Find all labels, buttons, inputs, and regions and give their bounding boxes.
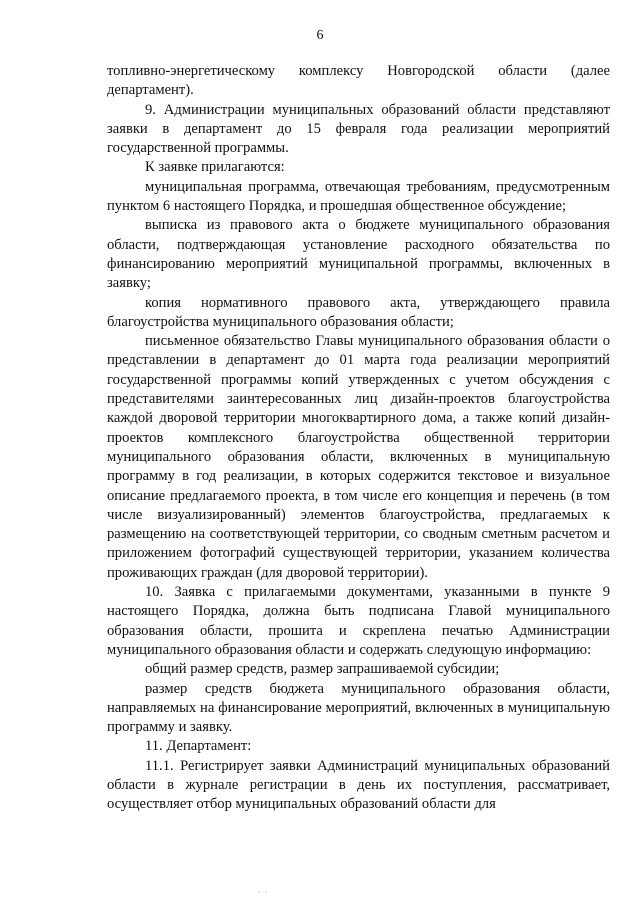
document-body xyxy=(107,62,610,815)
paragraph-attachments-heading: К заявке прилагаются: xyxy=(145,159,285,176)
paragraph-total-funds: общий размер средств, размер запрашиваемой субсидии; xyxy=(145,661,500,678)
page-number: 6 xyxy=(316,28,324,43)
scan-artifact: · · xyxy=(258,888,269,897)
paragraph-item-11-1: 11.1. Регистрирует заявки Администраций муниципальных образований области в журнале регистрации в день их поступления, рассматривает, осуществляет отбор муниципальных образований области для xyxy=(107,757,610,813)
paragraph-normative-act: копия нормативного правового акта, утверждающего правила благоустройства муниципального образования области; xyxy=(107,294,610,330)
paragraph-continuation: топливно-энергетическому комплексу Новгородской области (далее департамент). xyxy=(107,63,610,99)
paragraph-municipal-program: муниципальная программа, отвечающая требованиям, предусмотренным пунктом 6 настоящего Порядка, и прошедшая общественное обсуждение; xyxy=(107,178,610,215)
paragraph-budget-extract: выписка из правового акта о бюджете муниципального образования области, подтверждающая установление расходного обязательства по финансированию мероприятий муниципальной программы, включенных в заявку; xyxy=(107,217,610,292)
paragraph-item-10: 10. Заявка с прилагаемыми документами, указанными в пункте 9 настоящего Порядка, должна быть подписана Главой муниципального образования области, прошита и скреплена печатью Администрации муниципального образования области и содержать следующую информацию: xyxy=(107,584,610,658)
paragraph-item-9: 9. Администрации муниципальных образований области представляют заявки в департамент до 15 февраля года реализации мероприятий государственной программы. xyxy=(107,101,610,157)
paragraph-written-obligation: письменное обязательство Главы муниципального образования области о представлении в департамент до 01 марта года реализации мероприятий государственной программы копий утвержденных с учетом обсуждения с представителями заинтересованных лиц дизайн-проектов благоустройства каждой дворовой территории многоквартирного дома, а также копий дизайн-проектов комплексного благоустройства общественной территории муниципального образования области, включенных в муниципальную программу в год реализации, в которых содержится текстовое и визуальное описание предлагаемого проекта, в том числе его концепция и перечень (в том числе визуализированный) элементов благоустройства, предлагаемых к размещению на соответствующей территории, со сводным сметным расчетом и приложением фотографий существующей территории, указанием количества проживающих граждан (для дворовой территории). xyxy=(107,333,610,581)
paragraph-budget-funds: размер средств бюджета муниципального образования области, направляемых на финансирование мероприятий, включенных в муниципальную программу и заявку. xyxy=(107,680,610,736)
paragraph-item-11: 11. Департамент: xyxy=(145,738,252,755)
